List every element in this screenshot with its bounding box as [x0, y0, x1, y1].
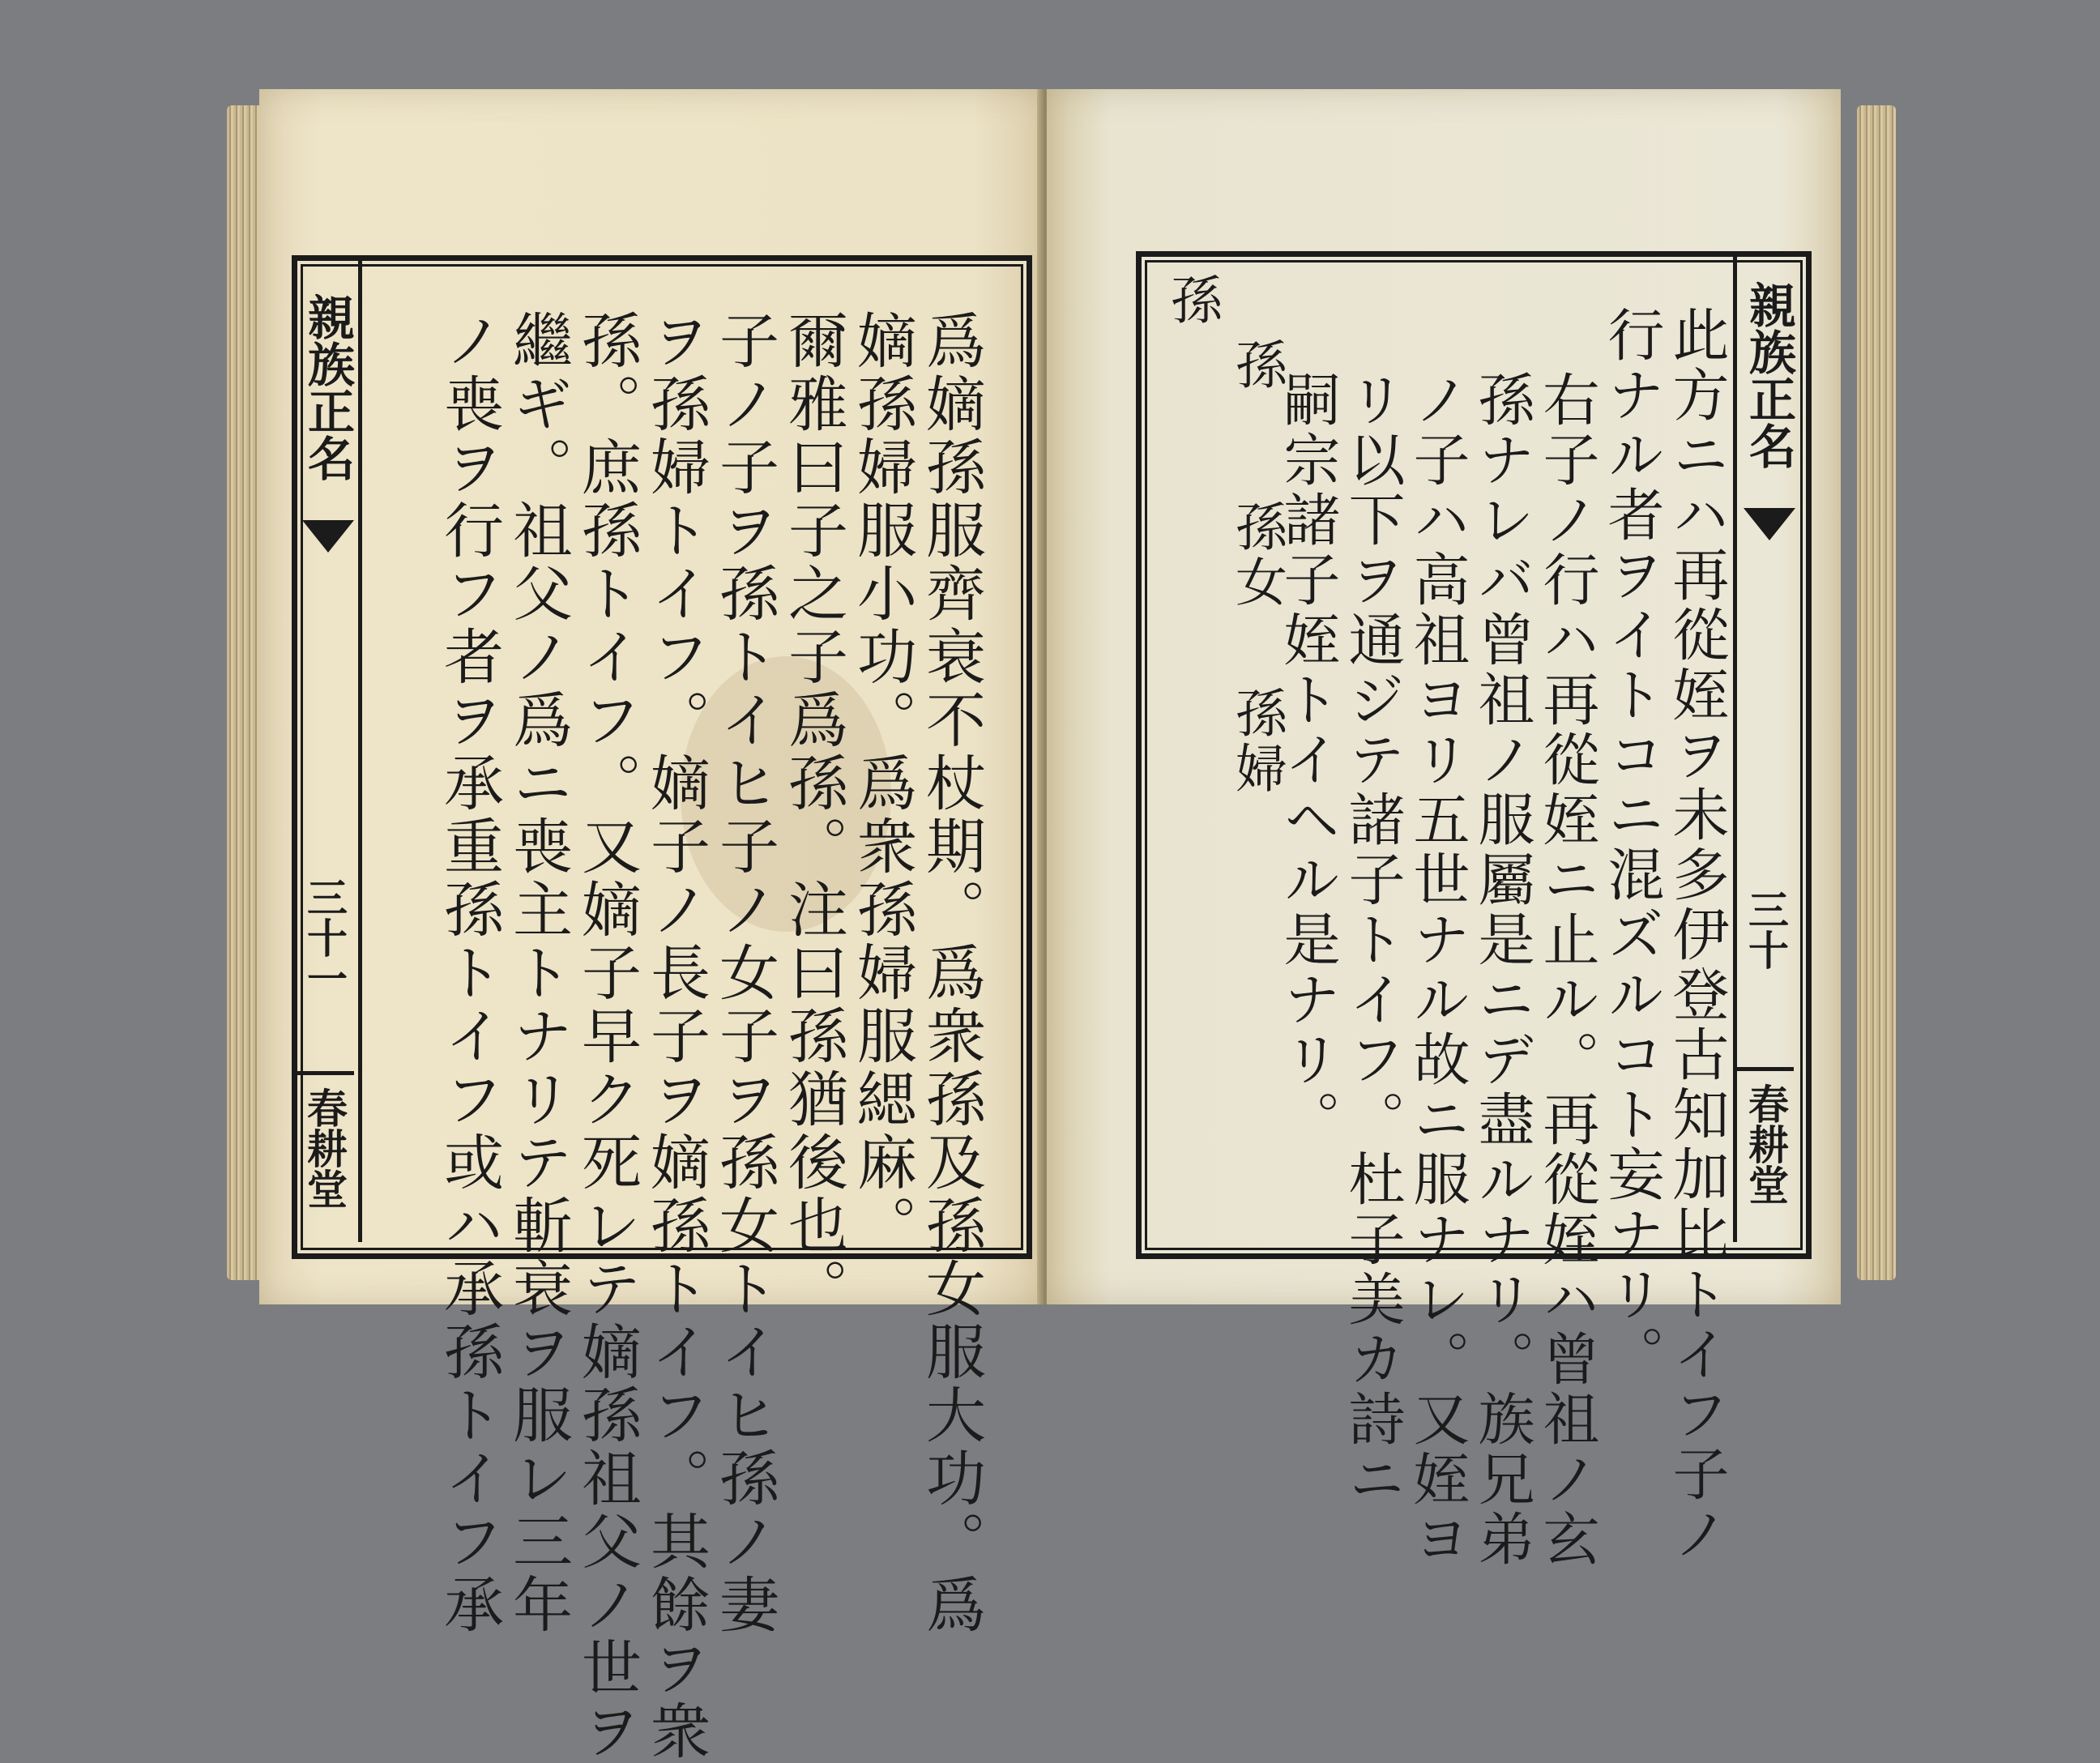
- left-text-column-6: 孫。庶孫トイフ。又嫡子早ク死レテ嫡孫祖父ノ世ヲ: [572, 309, 642, 1763]
- right-text-column-3: 右子ノ行ハ再從姪ニ止ル。再從姪ハ曾祖ノ玄: [1534, 370, 1600, 1569]
- right-text-column-7: 嗣宗諸子姪トイヘル是ナリ。: [1274, 370, 1341, 1150]
- right-margin-divider: [1737, 1067, 1794, 1071]
- right-text-column-5: ノ子ハ高祖ヨリ五世ナル故ニ服ナレ。又姪ヨ: [1404, 370, 1470, 1569]
- left-text-frame: [292, 255, 1032, 1763]
- left-margin-divider: [297, 1071, 354, 1075]
- left-text-column-1: 爲嫡孫服齊衰不杖期。爲衆孫及孫女服大功。爲: [916, 309, 986, 1637]
- right-text-column-1: 此方ニハ再從姪ヲ未多伊登古知加比トイフ子ノ: [1663, 305, 1730, 1565]
- left-page-number: 三十一: [301, 877, 348, 998]
- right-sub-item-1: 孫: [1227, 338, 1287, 393]
- left-text-column-5: ヲ孫婦トイフ。嫡子ノ長子ヲ嫡孫トイフ。其餘ヲ衆: [641, 309, 711, 1763]
- right-margin-title: 親族正名: [1741, 281, 1796, 469]
- left-fishtail-mark: [302, 520, 354, 553]
- right-page: [1047, 89, 1841, 1569]
- right-heading: 孫: [1162, 273, 1222, 328]
- left-page: [259, 89, 1053, 1763]
- left-text-column-7: 繼ギ。祖父ノ爲ニ喪主トナリテ斬衰ヲ服レ三年: [503, 309, 573, 1637]
- left-text-column-8: ノ喪ヲ行フ者ヲ承重孫トイフ或ハ承孫トイフ承: [434, 309, 504, 1637]
- left-text-column-3: 爾雅曰子之子爲孫。注曰孫猶後也。: [779, 309, 848, 1321]
- right-publisher: 春耕堂: [1742, 1083, 1790, 1205]
- right-text-column-2: 行ナル者ヲイトコニ混ズルコト妄ナリ。: [1598, 305, 1665, 1385]
- left-text-column-2: 嫡孫婦服小功。爲衆孫婦服緦麻。: [847, 309, 917, 1257]
- right-text-column-6: リ以下ヲ通ジテ諸子トイフ。杜子美カ詩ニ: [1339, 370, 1406, 1509]
- book-edge-right: [1857, 105, 1896, 1280]
- right-margin-rule: [1733, 257, 1737, 1242]
- right-page-number: 三十: [1742, 889, 1790, 970]
- right-sub-item-2: 孫女: [1227, 500, 1287, 610]
- open-book: [235, 89, 1880, 1763]
- left-text-column-4: 子ノ子ヲ孫トイヒ子ノ女子ヲ孫女トイヒ孫ノ妻: [710, 309, 779, 1637]
- left-margin-rule: [358, 261, 362, 1242]
- right-text-column-4: 孫ナレバ曾祖ノ服屬是ニデ盡ルナリ。族兄弟: [1469, 370, 1535, 1569]
- left-publisher: 春耕堂: [301, 1087, 348, 1209]
- right-text-frame: [1136, 251, 1812, 1569]
- right-fishtail-mark: [1744, 508, 1795, 540]
- right-sub-item-3: 孫婦: [1227, 686, 1287, 796]
- left-margin-title: 親族正名: [300, 293, 355, 481]
